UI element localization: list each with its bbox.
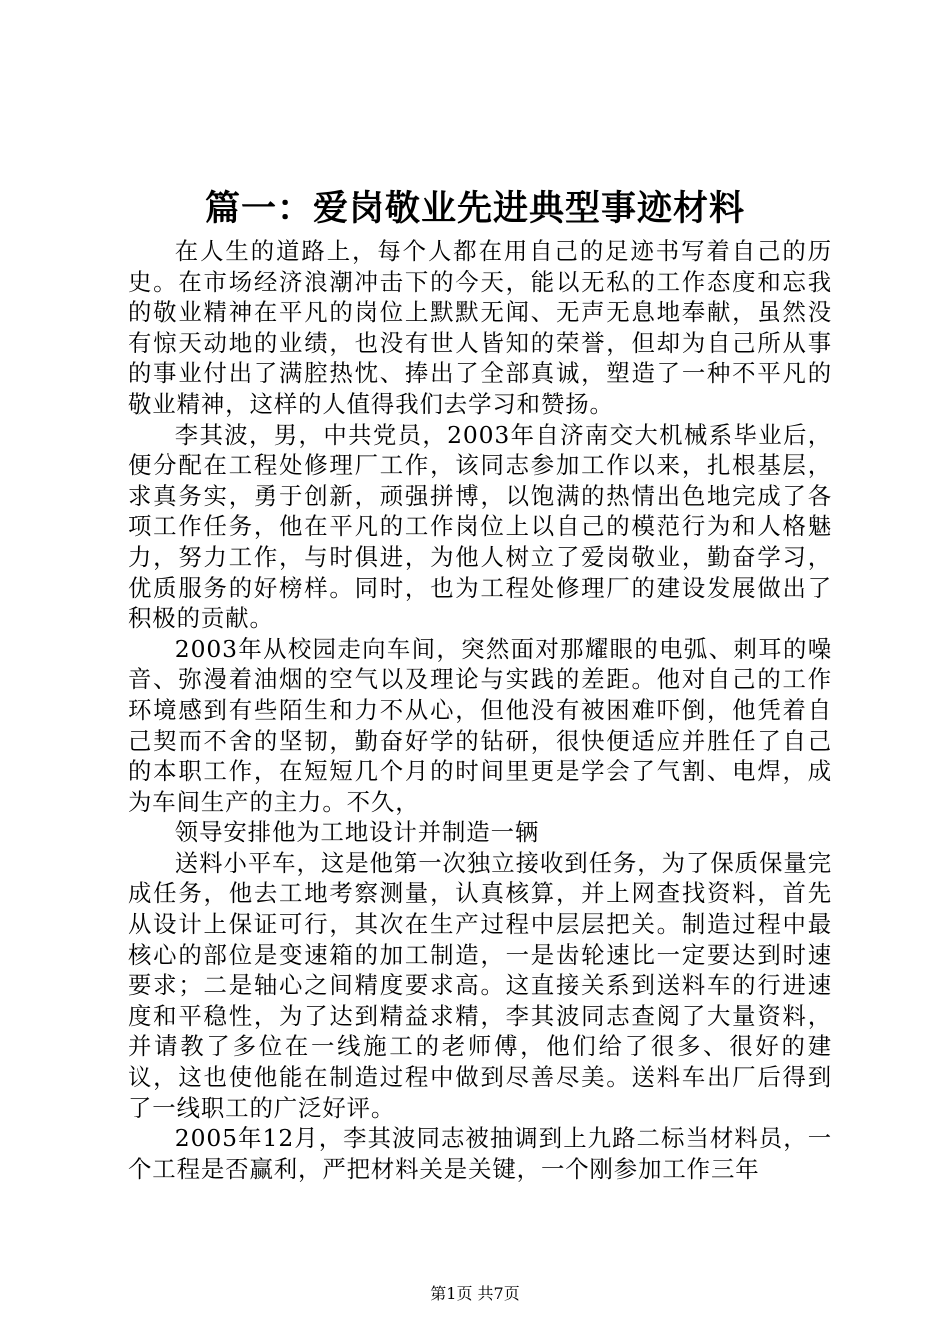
paragraph: 送料小平车，这是他第一次独立接收到任务，为了保质保量完成任务，他去工地考察测量，认真核算，并上网查找资料，首先从设计上保证可行，其次在生产过程中层层把关。制造过程中最核心的部位是变速箱的加工制造，一是齿轮速比一定要达到时速要求；二是轴心之间精度要求高。这直接关系到送料车的行进速度和平稳性，为了达到精益求精，李其波同志查阅了大量资料，并请教了多位在一线施工的老师傅，他们给了很多、很好的建议，这也使他能在制造过程中做到尽善尽美。送料车出厂后得到了一线职工的广泛好评。 <box>128 848 832 1122</box>
paragraph: 2005年12月，李其波同志被抽调到上九路二标当材料员，一个工程是否赢利，严把材料关是关键，一个刚参加工作三年 <box>128 1124 832 1183</box>
paragraph: 领导安排他为工地设计并制造一辆 <box>174 818 540 847</box>
paragraph: 在人生的道路上，每个人都在用自己的足迹书写着自己的历史。在市场经济浪潮冲击下的今天，能以无私的工作态度和忘我的敬业精神在平凡的岗位上默默无闻、无声无息地奉献，虽然没有惊天动地的业绩，也没有世人皆知的荣誉，但却为自己所从事的事业付出了满腔热忱、捧出了全部真诚，塑造了一种不平凡的敬业精神，这样的人值得我们去学习和赞扬。 <box>128 237 832 418</box>
paragraph: 2003年从校园走向车间，突然面对那耀眼的电弧、刺耳的噪音、弥漫着油烟的空气以及理论与实践的差距。他对自己的工作环境感到有些陌生和力不从心，但他没有被困难吓倒，他凭着自己契而不舍的坚韧，勤奋好学的钻研，很快便适应并胜任了自己的本职工作，在短短几个月的时间里更是学会了气割、电焊，成为车间生产的主力。不久， <box>128 634 832 816</box>
paragraph: 李其波，男，中共党员，2003年自济南交大机械系毕业后，便分配在工程处修理厂工作，该同志参加工作以来，扎根基层，求真务实，勇于创新，顽强拼博，以饱满的热情出色地完成了各项工作任务，他在平凡的工作岗位上以自己的模范行为和人格魅力，努力工作，与时俱进，为他人树立了爱岗敬业，勤奋学习，优质服务的好榜样。同时，也为工程处修理厂的建设发展做出了积极的贡献。 <box>128 420 832 633</box>
page-number-footer: 第1页 共7页 <box>430 1284 520 1303</box>
document-title: 篇一：爱岗敬业先进典型事迹材料 <box>204 188 745 229</box>
document-body <box>128 236 832 1184</box>
